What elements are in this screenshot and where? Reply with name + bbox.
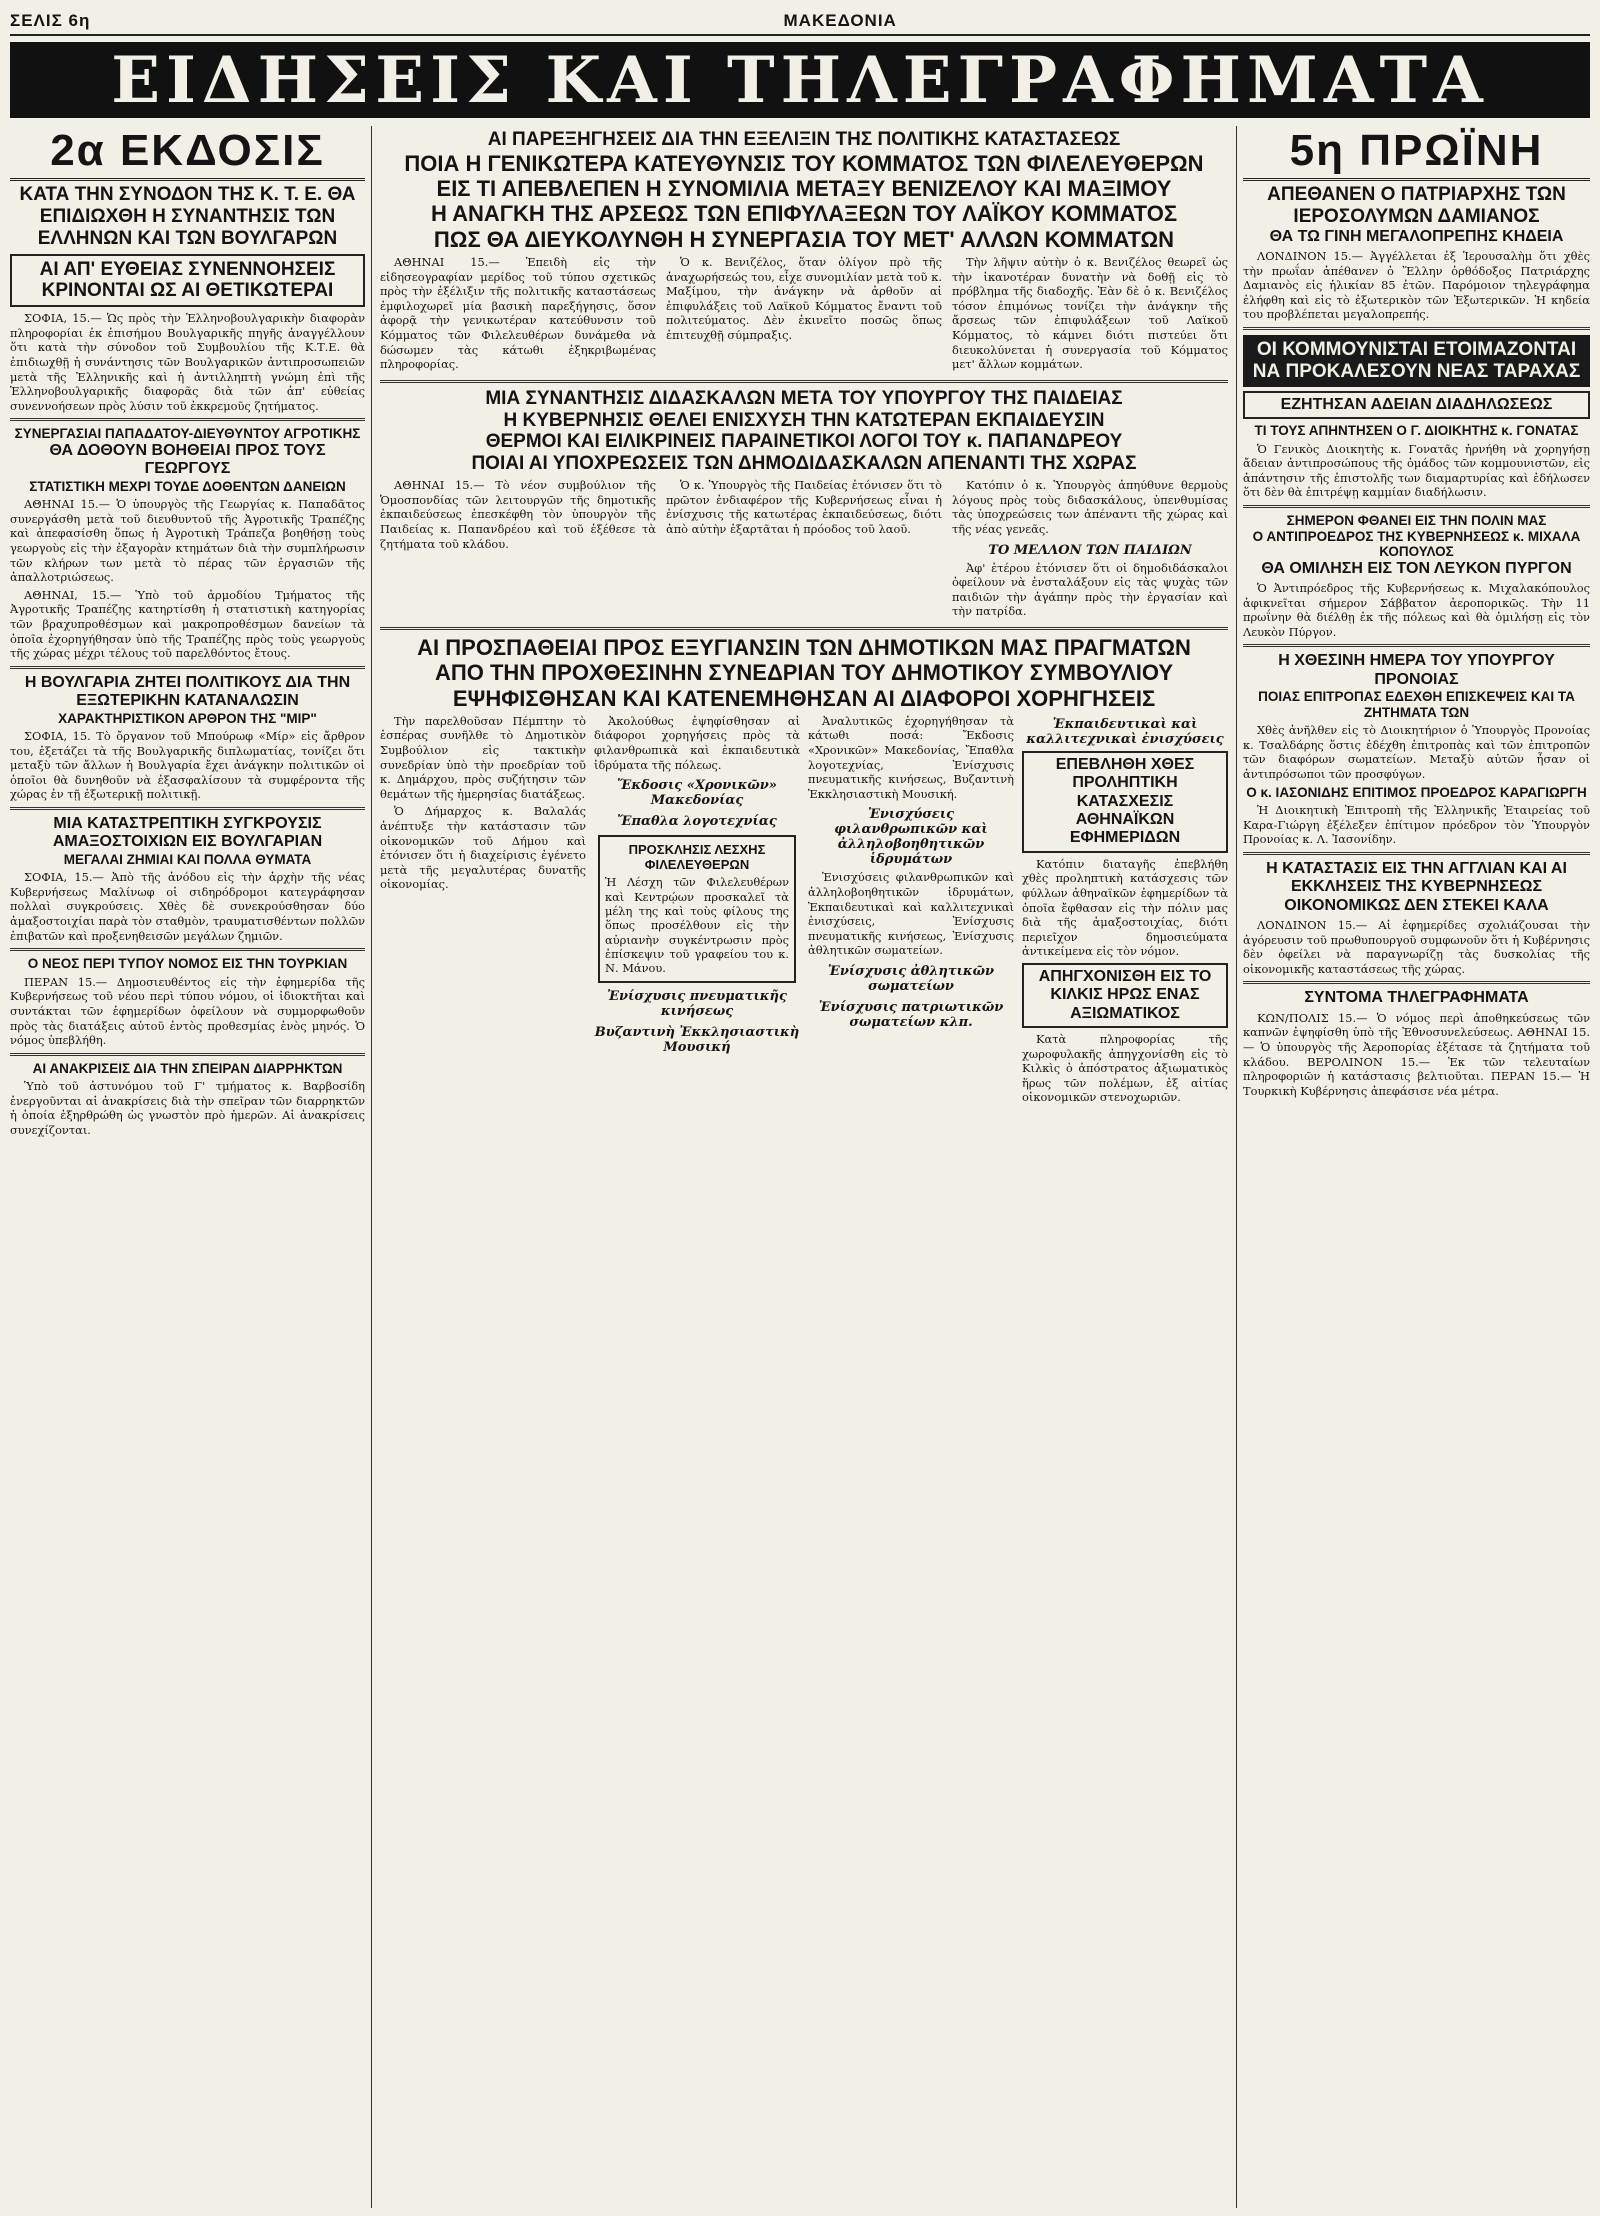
section-masthead xyxy=(10,42,1590,118)
article-teachers-meeting xyxy=(380,388,1228,622)
article-patriarch-death xyxy=(1243,184,1590,322)
article-communists xyxy=(1243,335,1590,500)
article-subheading: Ἐνίσχυσις πνευματικῆς κινήσεως xyxy=(607,988,787,1019)
article-body: ΑΘΗΝΑΙ 15.— Ἐπειδὴ εἰς τὴν εἰδησεογραφίαν μερίδος τοῦ τύπου σχετικῶς πρὸς τὴν ἐξέλιξιν τῆς πολιτικῆς καταστάσεως ἐμφιλοχωρεῖ μία βασικὴ παρεξήγησις, ὅσον ἀφορᾷ τὴν γενικωτέραν κατεύθυνσιν τοῦ Κόμματος τῶν Φιλελευθέρων δυνάμεθα νὰ δώσωμεν τὰς κάτωθι ἐξηκριβωμένας πληροφορίας. xyxy=(380,255,656,372)
article-body: Τὴν λῆψιν αὐτὴν ὁ κ. Βενιζέλος θεωρεῖ ὡς τὴν ἱκανοτέραν δυνατὴν νὰ δοθῇ εἰς τὸ πρόβλημα τῆς διαδοχῆς. Ἐὰν δὲ ὁ κ. Βενιζέλος τόσον ἐπιμόνως τονίζει τὴν ἀνάγκην τῆς ἄρσεως τῶν ἐπιφυλάξεων τοῦ Λαϊκοῦ Κόμματος, τὸ κάμνει διότι πιστεύει ὅτι διευκολύνεται ἡ συνεργασία τοῦ Κόμματος μετ' ἄλλων κομμάτων. xyxy=(952,255,1228,372)
article-subheading: Ἐνισχύσεις φιλανθρωπικῶν καὶ ἀλληλοβοηθητικῶν ἱδρυμάτων xyxy=(834,807,988,868)
section-title: ΕΙΔΗΣΕΙΣ ΚΑΙ ΤΗΛΕΓΡΑΦΗΜΑΤΑ xyxy=(111,42,1489,118)
article-body: Ἀναλυτικῶς ἐχορηγήθησαν τὰ κάτωθι ποσά: Ἔκδοσις «Χρονικῶν» Μακεδονίας, Ἔπαθλα λογοτεχνίας, Ἐνίσχυσις πνευματικῆς κινήσεως, Βυζαντινὴ Ἐκκλησιαστικὴ Μουσική. xyxy=(808,713,1014,801)
article-subheading: Ἔκδοσις «Χρονικῶν» Μακεδονίας xyxy=(617,778,777,809)
article-body: Ἀκολούθως ἐψηφίσθησαν αἱ διάφοροι χορηγήσεις πρὸς τὰ φιλανθρωπικὰ καὶ ἐκπαιδευτικὰ ἱδρύματα τῆς πόλεως. xyxy=(594,713,800,772)
article-england-situation xyxy=(1243,860,1590,977)
article-subheading: Βυζαντινὴ Ἐκκλησιαστικὴ Μουσική xyxy=(594,1024,800,1055)
edition-label-second: 2α ΕΚΔΟΣΙΣ xyxy=(10,126,365,181)
subheadline: ΘΑ ΔΟΘΟΥΝ ΒΟΗΘΕΙΑΙ ΠΡΟΣ ΤΟΥΣ ΓΕΩΡΓΟΥΣ xyxy=(49,441,326,478)
divider xyxy=(10,807,365,810)
subheadline: ΘΕΡΜΟΙ ΚΑΙ ΕΙΛΙΚΡΙΝΕΙΣ ΠΑΡΑΙΝΕΤΙΚΟΙ ΛΟΓΟΙ ΤΟΥ κ. ΠΑΠΑΝΔΡΕΟΥ xyxy=(485,431,1123,453)
headline: ΑΙ ΑΝΑΚΡΙΣΕΙΣ ΔΙΑ ΤΗΝ ΣΠΕΙΡΑΝ ΔΙΑΡΡΗΚΤΩΝ xyxy=(32,1060,343,1076)
press-headline: ΕΠΕΒΛΗΘΗ ΧΘΕΣ ΠΡΟΛΗΠΤΙΚΗ ΚΑΤΑΣΧΕΣΙΣ ΑΘΗΝΑΪΚΩΝ ΕΦΗΜΕΡΙΔΩΝ xyxy=(1022,751,1228,853)
article-vice-president-visit xyxy=(1243,513,1590,639)
headline: ΑΙ ΠΑΡΕΞΗΓΗΣΕΙΣ ΔΙΑ ΤΗΝ ΕΞΕΛΙΞΙΝ ΤΗΣ ΠΟΛΙΤΙΚΗΣ ΚΑΤΑΣΤΑΣΕΩΣ xyxy=(487,129,1121,150)
article-body: ΣΟΦΙΑ, 15.— Ἀπὸ τῆς ἀνόδου εἰς τὴν ἀρχὴν τῆς νέας Κυβερνήσεως Μαλίνωφ οἱ σιδηρόδρομοι κατεγράφησαν πολλαὶ συγκρούσεις. Χθὲς δὲ συνεκρούσθησαν δύο ἁμαξοστοιχίαι παρὰ τὸν σταθμὸν, τραυματισθέντων πολλῶν ἐπιβατῶν καὶ προξενηθεισῶν μεγάλων ζημιῶν. xyxy=(10,870,365,943)
article-municipal-council xyxy=(380,635,1228,1108)
subheadline: ΑΙ ΑΠ' ΕΥΘΕΙΑΣ ΣΥΝΕΝΝΟΗΣΕΙΣ ΚΡΙΝΟΝΤΑΙ ΩΣ ΑΙ ΘΕΤΙΚΩΤΕΡΑΙ xyxy=(10,254,365,308)
article-body: Ὁ κ. Βενιζέλος, ὅταν ὀλίγον πρὸ τῆς ἀναχωρήσεώς του, εἶχε συνομιλίαν μετὰ τοῦ κ. Μαξίμου, τὴν ἀνάγκην νὰ ἀρθοῦν αἱ ἐπιφυλάξεις τοῦ Λαϊκοῦ Κόμματος ἔναντι τοῦ πολιτεύματος. Δὲν ἐκινεῖτο ποσῶς ὅπως ἐπιτευχθῇ σύμπραξις. xyxy=(666,255,942,342)
article-bulgaria-talks xyxy=(10,184,365,413)
article-body: Ὁ κ. Ὑπουργὸς τῆς Παιδείας ἐτόνισεν ὅτι τὸ πρῶτον ἐνδιαφέρον τῆς Κυβερνήσεως εἶναι ἡ ἐνίσχυσις τῆς κατωτέρας ἐκπαιδεύσεως, διότι ἀπὸ αὐτὴν ἐξαρτᾶται ἡ πρόοδος τοῦ λαοῦ. xyxy=(666,478,942,536)
lead-article-politics xyxy=(380,129,1228,375)
subheadline: Ο ΑΝΤΙΠΡΟΕΔΡΟΣ ΤΗΣ ΚΥΒΕΡΝΗΣΕΩΣ κ. ΜΙΧΑΛΑ ΚΟΠΟΥΛΟΣ xyxy=(1252,528,1581,560)
article-body: Τὴν παρελθοῦσαν Πέμπτην τὸ ἑσπέρας συνῆλθε τὸ Δημοτικὸν Συμβούλιον εἰς τακτικὴν συνεδρίαν ὑπὸ τὴν προεδρίαν τοῦ κ. Δημάρχου, πρὸς συζήτησιν τῶν θεμάτων τῆς ἡμερησίας διατάξεως. xyxy=(380,713,586,801)
headline: Η ΧΘΕΣΙΝΗ ΗΜΕΡΑ ΤΟΥ ΥΠΟΥΡΓΟΥ ΠΡΟΝΟΙΑΣ xyxy=(1278,652,1555,688)
subheadline: Η ΚΥΒΕΡΝΗΣΙΣ ΘΕΛΕΙ ΕΝΙΣΧΥΣΗ ΤΗΝ ΚΑΤΩΤΕΡΑΝ ΕΚΠΑΙΔΕΥΣΙΝ xyxy=(503,409,1105,431)
divider xyxy=(1243,505,1590,508)
headline: ΣΥΝΤΟΜΑ ΤΗΛΕΓΡΑΦΗΜΑΤΑ xyxy=(1304,989,1529,1007)
article-body-group xyxy=(1022,711,1228,1108)
divider xyxy=(1243,852,1590,855)
subheadline: Η ΑΝΑΓΚΗ ΤΗΣ ΑΡΣΕΩΣ ΤΩΝ ΕΠΙΦΥΛΑΞΕΩΝ ΤΟΥ ΛΑΪΚΟΥ ΚΟΜΜΑΤΟΣ xyxy=(430,201,1178,227)
subheadline: ΕΖΗΤΗΣΑΝ ΑΔΕΙΑΝ ΔΙΑΔΗΛΩΣΕΩΣ xyxy=(1243,391,1590,419)
subheadline: ΘΑ ΤΩ ΓΙΝΗ ΜΕΓΑΛΟΠΡΕΠΗΣ ΚΗΔΕΙΑ xyxy=(1269,227,1564,245)
article-short-telegrams xyxy=(1243,989,1590,1098)
divider xyxy=(10,948,365,951)
center-columns xyxy=(380,126,1228,2208)
article-body: Ὁ Δήμαρχος κ. Βαλαλάς ἀνέπτυξε τὴν κατάστασιν τῶν οἰκονομικῶν τοῦ Δήμου καὶ ἐτόνισεν ὅτι ἡ διαχείρισις ἐγένετο μετὰ τῆς μεγαλυτέρας δυνατῆς οἰκονομίας. xyxy=(380,804,586,892)
subheadline: ΠΟΙΑ Η ΓΕΝΙΚΩΤΕΡΑ ΚΑΤΕΥΘΥΝΣΙΣ ΤΟΥ ΚΟΜΜΑΤΟΣ ΤΩΝ ΦΙΛΕΛΕΥΘΕΡΩΝ xyxy=(404,150,1204,176)
right-column xyxy=(1236,126,1590,2208)
divider xyxy=(10,666,365,669)
subheadline: ΧΑΡΑΚΤΗΡΙΣΤΙΚΟΝ ΑΡΘΡΟΝ ΤΗΣ "ΜΙΡ" xyxy=(58,710,317,726)
article-subheading: Ο κ. ΙΑΣΟΝΙΔΗΣ ΕΠΙΤΙΜΟΣ ΠΡΟΕΔΡΟΣ ΚΑΡΑΓΙΩΡΓΗ xyxy=(1246,784,1587,800)
article-body: ΚΩΝ/ΠΟΛΙΣ 15.— Ὁ νόμος περὶ ἀποθηκεύσεως τῶν καπνῶν ἐψηφίσθη ὑπὸ τῆς Ἐθνοσυνελεύσεως. ΑΘΗΝΑΙ 15.— Ὁ ὑπουργὸς τῆς Ἀεροπορίας ἐξέτασε τὰ ζητήματα τοῦ κλάδου. ΒΕΡΟΛΙΝΟΝ 15.— Ἐκ τῶν τελευταίων πληροφοριῶν ἡ κατάστασις βελτιοῦται. ΠΕΡΑΝ 15.— Ἡ Τουρκικὴ Κυβέρνησις ἀπεφάσισε νέα μέτρα. xyxy=(1243,1010,1590,1098)
article-body-columns xyxy=(380,475,1228,622)
article-body: ΠΕΡΑΝ 15.— Δημοσιευθέντος εἰς τὴν ἐφημερίδα τῆς Κυβερνήσεως τοῦ νέου περὶ τύπου νόμου, οἱ ἰδιοκτῆται καὶ συντάκται τῶν ἐφημερίδων ὀφείλουν νὰ συμμορφωθοῦν πρὸς τὰς διατάξεις αὐτοῦ ἐντὸς προθεσμίας ἑνὸς μηνός. Ὁ νόμος ὑπεβλήθη. xyxy=(10,974,365,1048)
article-body: ΑΘΗΝΑΙ 15.— Τὸ νέον συμβούλιον τῆς Ὁμοσπονδίας τῶν λειτουργῶν τῆς δημοτικῆς ἐκπαιδεύσεως ἐπεσκέφθη τὸν ὑπουργὸν τῆς Παιδείας κ. Παπανδρέου καὶ τοῦ ἐξέθεσε τὰ ζητήματα τοῦ κλάδου. xyxy=(380,478,656,551)
article-body: ΣΟΦΙΑ, 15. Τὸ ὄργανον τοῦ Μπούρωφ «Μίρ» εἰς ἄρθρον του, ἐξετάζει τὰ τῆς Βουλγαρικῆς διπλωματίας, τονίζει ὅτι μεταξὺ τῶν ἄλλων ἡ Βουλγαρία ἔχει ἀνάγκην πολιτικῶν οἱ ὁποῖοι θὰ δυνηθοῦν νὰ ἐξασφαλίσουν τὰ συμφέροντα τῆς χώρας ἐν τῇ ἐξωτερικῇ πολιτικῇ. xyxy=(10,729,365,802)
article-body-columns xyxy=(380,252,1228,375)
article-subheading: ΤΟ ΜΕΛΛΟΝ ΤΩΝ ΠΑΙΔΙΩΝ xyxy=(988,542,1192,558)
article-body: ΑΘΗΝΑΙ, 15.— Ὑπὸ τοῦ ἀρμοδίου Τμήματος τῆς Ἀγροτικῆς Τραπέζης κατηρτίσθη ἡ στατιστικὴ κατηγορίας τῶν βραχυπροθέσμων καὶ μακροπροθέσμων δανείων τὰ ὁποῖα ἐχορηγήθησαν ὑπὸ τῆς Τραπέζης πρὸς τοὺς γεωργοὺς τῆς χώρας μέχρι τέλους τοῦ παρελθόντος ἔτους. xyxy=(10,587,365,661)
divider xyxy=(10,418,365,421)
subheadline: ΠΩΣ ΘΑ ΔΙΕΥΚΟΛΥΝΘΗ Η ΣΥΝΕΡΓΑΣΙΑ ΤΟΥ ΜΕΤ' ΑΛΛΩΝ ΚΟΜΜΑΤΩΝ xyxy=(433,226,1175,252)
article-body: Κατόπιν ὁ κ. Ὑπουργὸς ἀπηύθυνε θερμοὺς λόγους πρὸς τοὺς διδασκάλους, ὑπενθυμίσας τὰς ὑποχρεώσεις των ἀπέναντι τῆς χώρας καὶ τῆς νέας γενεᾶς. xyxy=(952,478,1228,536)
article-body: Κατὰ πληροφορίας τῆς χωροφυλακῆς ἀπηγχονίσθη εἰς τὸ Κιλκὶς ὁ ἀπόστρατος ἀξιωματικὸς ἥρως τῶν πολέμων, ἐξ αἰτίας οἰκονομικῶν στενοχωριῶν. xyxy=(1022,1032,1228,1105)
page-folio xyxy=(10,8,1590,36)
article-subheading: Ἐνίσχυσις ἀθλητικῶν σωματείων xyxy=(827,963,995,994)
article-body-group xyxy=(808,711,1014,1108)
subheadline: ΟΙΚΟΝΟΜΙΚΩΣ ΔΕΝ ΣΤΕΚΕΙ ΚΑΛΑ xyxy=(1284,896,1549,914)
article-welfare-minister xyxy=(1243,652,1590,846)
page-number: ΣΕΛΙΣ 6η xyxy=(10,11,91,30)
article-bulgaria-politicians xyxy=(10,674,365,802)
article-train-collision xyxy=(10,815,365,943)
headline: ΟΙ ΚΟΜΜΟΥΝΙΣΤΑΙ ΕΤΟΙΜΑΖΟΝΤΑΙ ΝΑ ΠΡΟΚΑΛΕΣΟΥΝ ΝΕΑΣ ΤΑΡΑΧΑΣ xyxy=(1243,335,1590,387)
article-burglars xyxy=(10,1061,365,1138)
headline: ΚΑΤΑ ΤΗΝ ΣΥΝΟΔΟΝ ΤΗΣ Κ. Τ. Ε. ΘΑ ΕΠΙΔΙΩΧΘΗ Η ΣΥΝΑΝΤΗΣΙΣ ΤΩΝ ΕΛΛΗΝΩΝ ΚΑΙ ΤΩΝ ΒΟΥΛΓΑΡΩΝ xyxy=(19,184,356,249)
article-body: Ἐνισχύσεις φιλανθρωπικῶν καὶ ἀλληλοβοηθητικῶν ἱδρυμάτων, Ἐκπαιδευτικαὶ καὶ καλλιτεχνικαὶ ἐνισχύσεις, Ἐνίσχυσις πνευματικῆς κινήσεως, Ἐνίσχυσις ἀθλητικῶν σωματείων. xyxy=(808,870,1014,958)
subheadline: ΑΠΟ ΤΗΝ ΠΡΟΧΘΕΣΙΝΗΝ ΣΥΝΕΔΡΙΑΝ ΤΟΥ ΔΗΜΟΤΙΚΟΥ ΣΥΜΒΟΥΛΙΟΥ xyxy=(434,660,1174,686)
article-body-columns xyxy=(380,711,1228,1108)
headline: ΜΙΑ ΣΥΝΑΝΤΗΣΙΣ ΔΙΔΑΣΚΑΛΩΝ ΜΕΤΑ ΤΟΥ ΥΠΟΥΡΓΟΥ ΤΗΣ ΠΑΙΔΕΙΑΣ xyxy=(485,387,1123,409)
article-body: Ὑπὸ τοῦ ἀστυνόμου τοῦ Γ' τμήματος κ. Βαρβοσίδη ἐνεργοῦνται αἱ ἀνακρίσεις διὰ τὴν σπεῖραν τῶν διαρρηκτῶν ἡ ὁποία ἐξηρθρώθη ὡς γνωστὸν πρὸ ἡμερῶν. Αἱ ἀνακρίσεις συνεχίζονται. xyxy=(10,1079,365,1138)
subheadline: ΕΙΣ ΤΙ ΑΠΕΒΛΕΠΕΝ Η ΣΥΝΟΜΙΛΙΑ ΜΕΤΑΞΥ ΒΕΝΙΖΕΛΟΥ ΚΑΙ ΜΑΞΙΜΟΥ xyxy=(436,176,1172,202)
edition-label-morning: 5η ΠΡΩΪΝΗ xyxy=(1243,126,1590,181)
article-body: ΑΘΗΝΑΙ 15.— Ὁ ὑπουργὸς τῆς Γεωργίας κ. Παπαδᾶτος συνεργάσθη μετὰ τοῦ διευθυντοῦ τῆς Ἀγροτικῆς Τραπέζης καὶ ἀπεφασίσθη ὅπως ἡ Ἀγροτικὴ Τράπεζα βοηθήσῃ τοὺς γεωργοὺς εἰς τὴν ἐξαγορὰν κτημάτων διὰ τὴν συμπλήρωσιν τῶν κλήρων των μετὰ τὸ πέρας τῶν ἐργασιῶν τῆς ἀπαλλοτριώσεως. xyxy=(10,497,365,585)
article-agricultural-loans xyxy=(10,426,365,660)
article-body-group xyxy=(380,711,586,1108)
article-turkey-press-law xyxy=(10,956,365,1047)
divider xyxy=(1243,327,1590,330)
subheadline: ΠΟΙΑΣ ΕΠΙΤΡΟΠΑΣ ΕΔΕΧΘΗ ΕΠΙΣΚΕΨΕΙΣ ΚΑΙ ΤΑ ΖΗΤΗΜΑΤΑ ΤΩΝ xyxy=(1258,689,1575,720)
article-body: Κατόπιν διαταγῆς ἐπεβλήθη χθὲς προληπτικὴ κατάσχεσις τῶν φύλλων ἀθηναϊκῶν ἐφημερίδων τὰ ὁποῖα ἔφθασαν εἰς τὴν πόλιν μας διὰ τῆς ἁμαξοστοιχίας, διότι περιεῖχον δημοσιεύματα ἀντικείμενα εἰς τὸν νόμον. xyxy=(1022,856,1228,959)
newspaper-name: ΜΑΚΕΔΟΝΙΑ xyxy=(783,11,897,30)
divider xyxy=(1243,644,1590,647)
headline: ΑΙ ΠΡΟΣΠΑΘΕΙΑΙ ΠΡΟΣ ΕΞΥΓΙΑΝΣΙΝ ΤΩΝ ΔΗΜΟΤΙΚΩΝ ΜΑΣ ΠΡΑΓΜΑΤΩΝ xyxy=(417,634,1191,660)
notice-box xyxy=(598,835,796,983)
headline: Η ΒΟΥΛΓΑΡΙΑ ΖΗΤΕΙ ΠΟΛΙΤΙΚΟΥΣ ΔΙΑ ΤΗΝ ΕΞΩΤΕΡΙΚΗΝ ΚΑΤΑΝΑΛΩΣΙΝ xyxy=(24,673,351,710)
subheadline: ΘΑ ΟΜΙΛΗΣΗ ΕΙΣ ΤΟΝ ΛΕΥΚΟΝ ΠΥΡΓΟΝ xyxy=(1261,559,1572,577)
article-subheading: Ἐνίσχυσις πατριωτικῶν σωματείων κλπ. xyxy=(818,999,1004,1030)
article-body: ΛΟΝΔΙΝΟΝ 15.— Αἱ ἐφημερίδες σχολιάζουσαι τὴν ἀγόρευσιν τοῦ πρωθυπουργοῦ συμφωνοῦν ὅτι ἡ Κυβέρνησις δὲν ὀφείλει νὰ παραγνωρίζῃ τὰς δυσκολίας τῆς οἰκονομικῆς καταστάσεως τῆς χώρας. xyxy=(1243,917,1590,976)
headline: ΑΠΕΘΑΝΕΝ Ο ΠΑΤΡΙΑΡΧΗΣ ΤΩΝ ΙΕΡΟΣΟΛΥΜΩΝ ΔΑΜΙΑΝΟΣ xyxy=(1267,184,1566,227)
headline: ΣΗΜΕΡΟΝ ΦΘΑΝΕΙ ΕΙΣ ΤΗΝ ΠΟΛΙΝ ΜΑΣ xyxy=(1286,513,1547,529)
article-body: ΣΟΦΙΑ, 15.— Ὡς πρὸς τὴν Ἑλληνοβουλγαρικὴν διαφορὰν πληροφορίαι ἐκ ἐπισήμου Βουλγαρικῆς πηγῆς ἀναγγέλλουν ὅτι κατὰ τὴν σύνοδον τοῦ Συμβουλίου τῆς Κ.Τ.Ε. θὰ ἐπιδιωχθῇ ἡ συνάντησις τῶν Βουλγαρικῶν ἀντιπροσωπειῶν μετὰ τῆς Ἑλληνικῆς καὶ ἡ ἀντιλληπτὴ γνώμη ἐπὶ τῆς Ἑλληνοβουλγαρικῆς διαφορᾶς διὰ τῶν ἀπ' εὐθείας συνεννοήσεων πρὸς λύσιν τοῦ ἐκκρεμοῦς ζητήματος. xyxy=(10,311,365,413)
divider xyxy=(380,380,1228,383)
headline: ΜΙΑ ΚΑΤΑΣΤΡΕΠΤΙΚΗ ΣΥΓΚΡΟΥΣΙΣ ΑΜΑΞΟΣΤΟΙΧΙΩΝ ΕΙΣ ΒΟΥΛΓΑΡΙΑΝ xyxy=(52,814,323,851)
article-subheading: Ἔπαθλα λογοτεχνίας xyxy=(617,814,777,830)
subheadline: ΜΕΓΑΛΑΙ ΖΗΜΙΑΙ ΚΑΙ ΠΟΛΛΑ ΘΥΜΑΤΑ xyxy=(63,851,312,867)
article-body-group xyxy=(594,711,800,1108)
subheadline: ΠΟΙΑΙ ΑΙ ΥΠΟΧΡΕΩΣΕΙΣ ΤΩΝ ΔΗΜΟΔΙΔΑΣΚΑΛΩΝ ΑΠΕΝΑΝΤΙ ΤΗΣ ΧΩΡΑΣ xyxy=(471,453,1137,475)
notice-title: ΠΡΟΣΚΛΗΣΙΣ ΛΕΣΧΗΣ ΦΙΛΕΛΕΥΘΕΡΩΝ xyxy=(628,842,766,873)
article-subheading: Ἐκπαιδευτικαὶ καὶ καλλιτεχνικαὶ ἐνισχύσεις xyxy=(1026,716,1224,747)
article-body: Ὁ Ἀντιπρόεδρος τῆς Κυβερνήσεως κ. Μιχαλακόπουλος ἀφικνεῖται σήμερον Σάββατον ἀεροπορικῶς. Τὴν 11 πρωΐνην θὰ διέλθῃ ἐκ τῆς πόλεως καὶ θὰ ὁμιλήσῃ εἰς τὸν Λευκὸν Πύργον. xyxy=(1243,580,1590,639)
subheadline: ΣΤΑΤΙΣΤΙΚΗ ΜΕΧΡΙ ΤΟΥΔΕ ΔΟΘΕΝΤΩΝ ΔΑΝΕΙΩΝ xyxy=(29,478,346,494)
article-body: ΛΟΝΔΙΝΟΝ 15.— Ἀγγέλλεται ἐξ Ἱερουσαλὴμ ὅτι χθὲς τὴν πρωΐαν ἀπέθανεν ὁ Ἕλλην ὀρθόδοξος Πατριάρχης Δαμιανὸς εἰς ἡλικίαν 85 ἐτῶν. Παρόμοιον τηλεγράφημα ἐλήφθη καὶ εἰς τὸ ἐξωτερικὸν τῶν Ἑξωτερικῶν. Ἡ κηδεία του προβλέπεται μεγαλοπρεπής. xyxy=(1243,249,1590,322)
divider xyxy=(1243,981,1590,984)
article-body: Ἡ Διοικητικὴ Ἐπιτροπὴ τῆς Ἑλληνικῆς Ἑταιρείας τοῦ Καρα-Γιώργη ἐξέλεξεν ἐπίτιμον πρόεδρον τὸν Ὑπουργὸν Προνοίας κ. Λ. Ἰασονίδην. xyxy=(1243,803,1590,847)
article-body: Χθὲς ἀνῆλθεν εἰς τὸ Διοικητήριον ὁ Ὑπουργὸς Προνοίας κ. Τσαλδάρης ὅστις ἐδέχθη ἐπιτροπὰς καὶ τῶν ἐπιτροπῶν τῶν διαφόρων σωματείων. Μεταξὺ αὐτῶν ἦσαν οἱ ἀντιπρόσωποι τῶν προσφύγων. xyxy=(1243,723,1590,781)
notice-body: Ἡ Λέσχη τῶν Φιλελευθέρων καὶ Κεντρῴων προσκαλεῖ τὰ μέλη της καὶ τοὺς φίλους της ὅπως προσέλθουν εἰς τὴν αὐριανὴν συγκέντρωσιν πρὸς ἐπίσκεψιν τοῦ γραφείου του κ. Ν. Μάνου. xyxy=(605,875,789,976)
left-column xyxy=(10,126,372,2208)
columns xyxy=(10,126,1590,2208)
divider xyxy=(380,627,1228,630)
article-body: Ἀφ' ἑτέρου ἐτόνισεν ὅτι οἱ δημοδιδάσκαλοι ὀφείλουν νὰ ἐνσταλάξουν εἰς τὰς ψυχὰς τῶν παιδιῶν τὴν ἀγάπην πρὸς τὴν ἐργασίαν καὶ τὴν πατρίδα. xyxy=(952,560,1228,619)
subheadline: ΤΙ ΤΟΥΣ ΑΠΗΝΤΗΣΕΝ Ο Γ. ΔΙΟΙΚΗΤΗΣ κ. ΓΟΝΑΤΑΣ xyxy=(1254,423,1579,439)
subheadline: ΕΨΗΦΙΣΘΗΣΑΝ ΚΑΙ ΚΑΤΕΝΕΜΗΘΗΣΑΝ ΑΙ ΔΙΑΦΟΡΟΙ ΧΟΡΗΓΗΣΕΙΣ xyxy=(452,685,1156,711)
article-body-group xyxy=(952,475,1228,622)
kilkis-headline: ΑΠΗΓΧΟΝΙΣΘΗ ΕΙΣ ΤΟ ΚΙΛΚΙΣ ΗΡΩΣ ΕΝΑΣ ΑΞΙΩΜΑΤΙΚΟΣ xyxy=(1022,963,1228,1028)
divider xyxy=(10,1053,365,1056)
article-body: Ὁ Γενικὸς Διοικητὴς κ. Γονατᾶς ἠρνήθη νὰ χορηγήσῃ ἄδειαν ἀντιπροσώπους τῆς ὁμάδος τῶν κομμουνιστῶν, εἰς ἀπάντησιν τῆς ἐπιστολῆς των διαμαρτυρίας καὶ ἐδήλωσεν ὅτι δὲν θὰ ἐπιτρέψῃ καμμίαν διαδήλωσιν. xyxy=(1243,441,1590,500)
headline: ΣΥΝΕΡΓΑΣΙΑΙ ΠΑΠΑΔΑΤΟΥ-ΔΙΕΥΘΥΝΤΟΥ ΑΓΡΟΤΙΚΗΣ xyxy=(14,426,361,442)
headline: Η ΚΑΤΑΣΤΑΣΙΣ ΕΙΣ ΤΗΝ ΑΓΓΛΙΑΝ ΚΑΙ ΑΙ ΕΚΚΛΗΣΕΙΣ ΤΗΣ ΚΥΒΕΡΝΗΣΕΩΣ xyxy=(1266,859,1567,896)
headline: Ο ΝΕΟΣ ΠΕΡΙ ΤΥΠΟΥ ΝΟΜΟΣ ΕΙΣ ΤΗΝ ΤΟΥΡΚΙΑΝ xyxy=(27,956,348,972)
